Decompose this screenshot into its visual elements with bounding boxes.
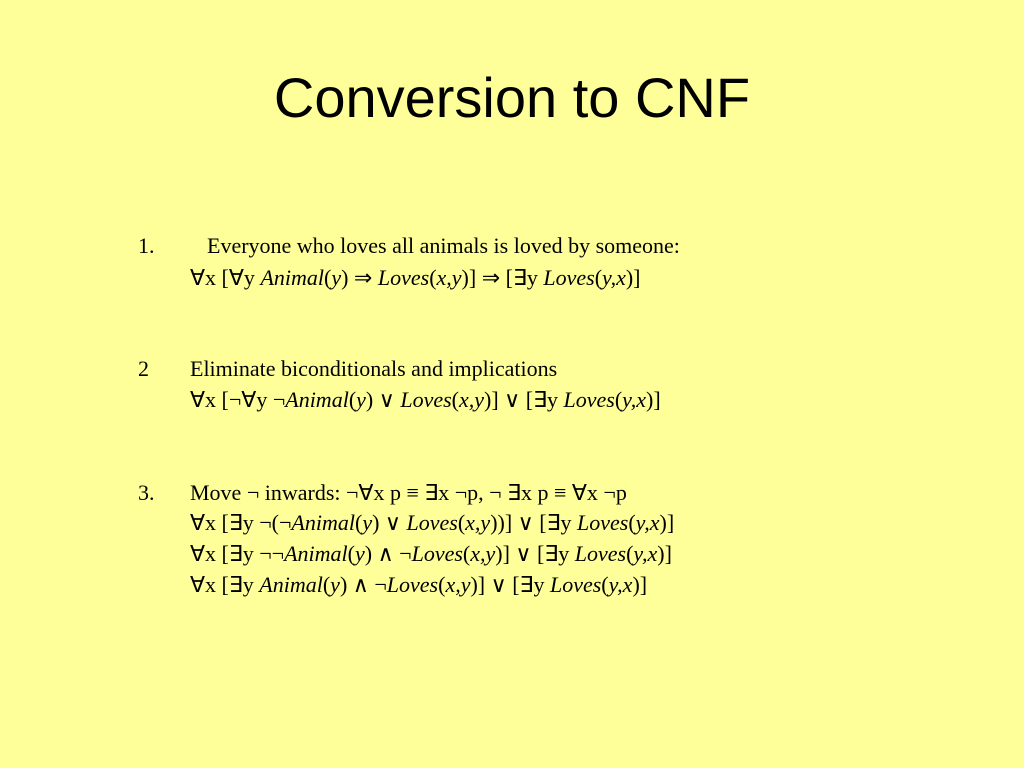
formula-segment: Loves <box>563 387 615 412</box>
formula-segment: )] <box>659 510 675 535</box>
formula-segment: Loves <box>400 387 452 412</box>
formula-segment: Animal <box>285 387 349 412</box>
formula-segment: Animal <box>284 541 348 566</box>
formula-segment: ( <box>457 510 466 535</box>
formula-line <box>190 386 661 414</box>
formula-segment: ∀x [∃y ¬¬ <box>190 541 285 566</box>
formula-segment: ( <box>324 265 332 290</box>
step-number: 2 <box>138 356 149 381</box>
formula-segment: x,y <box>445 572 471 597</box>
formula-segment: )] <box>646 387 661 412</box>
formula-segment: y,x <box>602 265 626 290</box>
formula-segment: ) ⇒ <box>341 265 378 290</box>
formula-segment: ∀x [∀y <box>190 265 261 290</box>
formula-segment: ))] ∨ [∃y <box>490 510 578 535</box>
formula-line <box>190 264 641 292</box>
formula-segment: Loves <box>543 265 595 290</box>
formula-segment: )] <box>632 572 648 597</box>
formula-segment: y,x <box>633 541 658 566</box>
formula-segment: Loves <box>411 541 463 566</box>
formula-segment: ( <box>347 541 355 566</box>
formula-segment: x,y <box>436 265 462 290</box>
formula-segment: ∀x [¬∀y ¬ <box>190 387 286 412</box>
formula-segment: ( <box>601 572 609 597</box>
formula-line <box>190 509 674 537</box>
formula-segment: y <box>356 387 366 412</box>
formula-segment: y <box>362 510 373 535</box>
step-heading: Move ¬ inwards: ¬∀x p ≡ ∃x ¬p, ¬ ∃x p ≡ ∀x ¬p <box>190 480 627 505</box>
formula-segment: ( <box>594 265 603 290</box>
formula-segment: ( <box>628 510 636 535</box>
formula-segment: Animal <box>291 510 355 535</box>
formula-segment: ) ∧ ¬ <box>364 541 412 566</box>
formula-segment: Loves <box>549 572 602 597</box>
formula-segment: ) ∨ <box>372 510 407 535</box>
formula-segment: Loves <box>577 510 629 535</box>
formula-segment: Loves <box>406 510 458 535</box>
formula-segment: ( <box>429 265 437 290</box>
formula-segment: Animal <box>260 265 324 290</box>
step-heading: Everyone who loves all animals is loved by someone: <box>207 233 680 258</box>
formula-segment: )] ⇒ [∃y <box>461 265 544 290</box>
formula-segment: ( <box>348 387 357 412</box>
formula-segment: ( <box>626 541 634 566</box>
formula-segment: x,y <box>470 541 496 566</box>
slide-title: Conversion to CNF <box>273 66 751 129</box>
formula-segment: )] ∨ [∃y <box>470 572 550 597</box>
formula-segment: x,y <box>459 387 485 412</box>
formula-segment: y,x <box>622 387 646 412</box>
formula-segment: ( <box>322 572 331 597</box>
formula-segment: y <box>354 541 365 566</box>
formula-segment: Loves <box>386 572 439 597</box>
formula-segment: ∀x [∃y ¬(¬ <box>190 510 292 535</box>
formula-segment: ( <box>438 572 446 597</box>
formula-segment: Animal <box>259 572 323 597</box>
formula-segment: )] <box>657 541 672 566</box>
formula-line <box>190 571 647 599</box>
formula-segment: y <box>330 572 340 597</box>
formula-segment: ) ∨ <box>365 387 401 412</box>
formula-segment: Loves <box>574 541 627 566</box>
formula-segment: ∀x [∃y <box>190 572 260 597</box>
formula-segment: )] ∨ [∃y <box>484 387 564 412</box>
step-heading: Eliminate biconditionals and implications <box>190 356 558 381</box>
formula-segment: ( <box>462 541 471 566</box>
formula-line <box>190 540 672 568</box>
formula-segment: ( <box>614 387 623 412</box>
formula-segment: ) ∧ ¬ <box>339 572 387 597</box>
formula-segment: )] <box>625 265 641 290</box>
formula-segment: Loves <box>377 265 430 290</box>
formula-segment: ( <box>354 510 363 535</box>
formula-segment: )] ∨ [∃y <box>495 541 575 566</box>
formula-segment: ( <box>451 387 459 412</box>
formula-segment: y,x <box>635 510 660 535</box>
formula-segment: x,y <box>465 510 491 535</box>
step-number: 3. <box>138 480 155 505</box>
step-number: 1. <box>138 233 155 258</box>
formula-segment: y,x <box>608 572 633 597</box>
formula-segment: y <box>331 265 342 290</box>
